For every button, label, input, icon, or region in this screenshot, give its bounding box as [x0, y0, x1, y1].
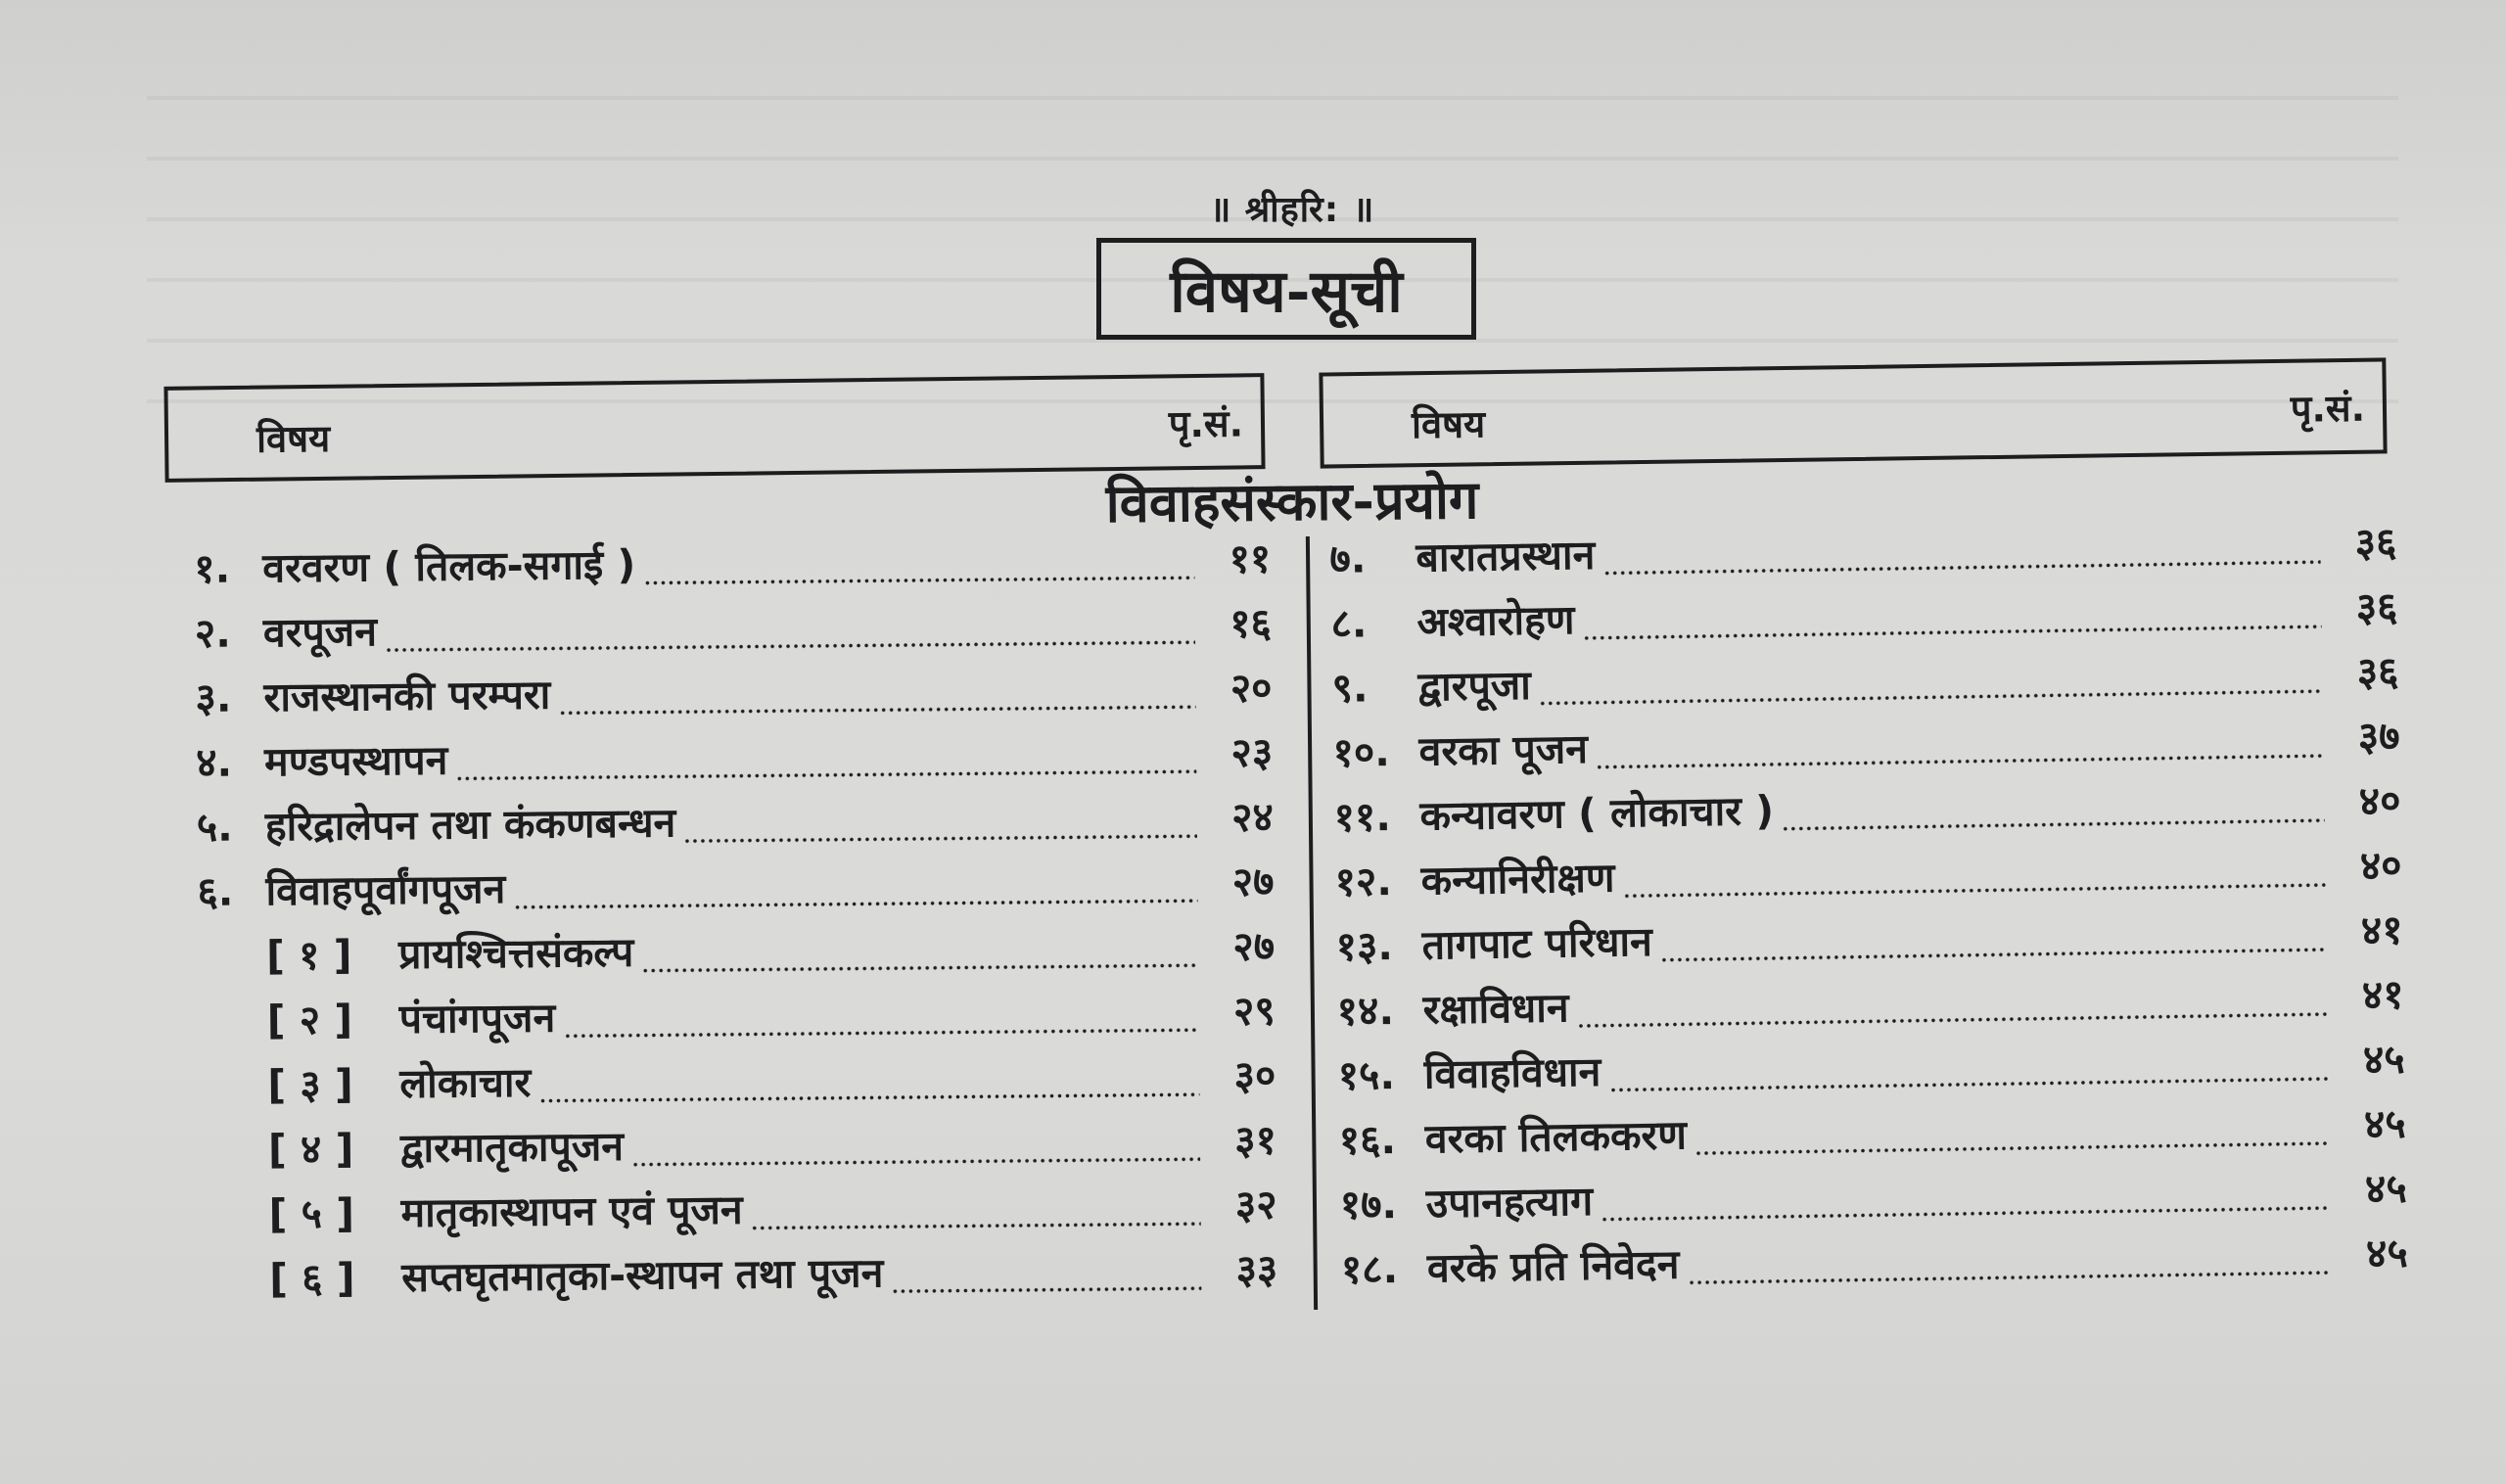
leader-dots: [385, 640, 1195, 652]
entry-number: १६.: [1338, 1116, 1397, 1164]
toc-entry: [196, 723, 1274, 799]
section-title: विवाहसंस्कार-प्रयोग: [1105, 468, 1479, 534]
entry-page-number: २३: [1230, 728, 1274, 776]
entry-title: वरपूजन: [262, 608, 378, 657]
entry-title: अश्वारोहण: [1416, 596, 1575, 646]
leader-dots: [1583, 625, 2322, 640]
entry-number: [ ५ ]: [268, 1189, 355, 1238]
entry-title: पंचांगपूजन: [398, 994, 556, 1043]
invocation: ॥ श्रीहरि: ॥: [1209, 190, 1375, 230]
entry-title: वरवरण ( तिलक-सगाई ): [262, 540, 636, 592]
left-header-subject: विषय: [255, 416, 331, 461]
leader-dots: [683, 834, 1197, 843]
leader-dots: [1596, 754, 2324, 769]
leader-dots: [751, 1222, 1201, 1229]
leader-dots: [1603, 560, 2321, 576]
right-column-header: [1319, 357, 2387, 468]
entry-number: २.: [194, 609, 232, 657]
right-toc-column: [1329, 514, 2408, 1306]
leader-dots: [1688, 1271, 2332, 1284]
entry-page-number: २०: [1230, 664, 1273, 712]
entry-title: सप्तघृतमातृका-स्थापन तथा पूजन: [401, 1249, 884, 1301]
entry-number: १८.: [1340, 1244, 1399, 1293]
entry-title: तागपाट परिधान: [1421, 917, 1653, 969]
entry-title: रक्षाविधान: [1422, 984, 1569, 1034]
left-header-page: पृ.सं.: [1168, 401, 1244, 446]
toc-subentry: [198, 982, 1276, 1057]
entry-title: लोकाचार: [399, 1058, 532, 1108]
entry-title: मण्डपस्थापन: [263, 736, 448, 786]
leader-dots: [892, 1286, 1202, 1293]
leader-dots: [631, 1157, 1200, 1167]
entry-page-number: २९: [1232, 987, 1276, 1035]
entry-title: विवाहपूर्वांगपूजन: [265, 864, 506, 915]
entry-title: वरका तिलककरण: [1424, 1111, 1688, 1163]
left-toc-column: [194, 530, 1278, 1316]
entry-number: १५.: [1337, 1051, 1396, 1099]
page-title-text: विषय-सूची: [1170, 257, 1403, 326]
entry-number: ५.: [196, 803, 233, 851]
leader-dots: [1782, 818, 2325, 831]
entry-title: द्वारपूजा: [1417, 661, 1532, 711]
entry-page-number: ४१: [2360, 905, 2403, 954]
entry-page-number: २४: [1230, 793, 1274, 841]
page-title: [1096, 238, 1476, 340]
leader-dots: [1601, 1206, 2331, 1222]
leader-dots: [1539, 689, 2323, 706]
entry-page-number: ३६: [2356, 647, 2399, 696]
entry-page-number: ३२: [1234, 1181, 1277, 1229]
entry-page-number: ४५: [2363, 1099, 2407, 1148]
entry-page-number: ३१: [1234, 1116, 1277, 1164]
entry-page-number: २७: [1232, 922, 1276, 970]
entry-page-number: ३३: [1235, 1245, 1278, 1293]
entry-number: ७.: [1329, 534, 1367, 582]
entry-title: प्रायश्चित्तसंकल्प: [397, 928, 634, 979]
entry-page-number: ११: [1229, 534, 1272, 582]
leader-dots: [456, 769, 1197, 780]
leader-dots: [1623, 883, 2326, 898]
entry-number: ८.: [1330, 599, 1368, 647]
entry-page-number: ३०: [1233, 1051, 1276, 1099]
entry-number: ४.: [195, 738, 233, 786]
entry-title: राजस्थानकी परम्परा: [263, 671, 551, 721]
entry-title: विवाहविधान: [1423, 1047, 1601, 1098]
leader-dots: [641, 963, 1198, 972]
entry-title: उपानहत्याग: [1425, 1177, 1594, 1228]
leader-dots: [1660, 948, 2327, 962]
entry-page-number: ४५: [2364, 1164, 2408, 1213]
entry-number: १२.: [1334, 858, 1393, 905]
toc-subentry: [199, 1046, 1276, 1122]
entry-title: कन्यानिरीक्षण: [1420, 854, 1615, 904]
entry-page-number: २७: [1231, 858, 1275, 905]
entry-number: ६.: [197, 867, 234, 915]
leader-dots: [563, 1028, 1199, 1038]
entry-page-number: १६: [1229, 599, 1273, 647]
toc-entry: [197, 788, 1275, 863]
toc-subentry: [200, 1111, 1277, 1186]
entry-page-number: ४५: [2362, 1035, 2405, 1084]
entry-number: १७.: [1339, 1181, 1398, 1229]
right-header-subject: विषय: [1411, 402, 1486, 447]
entry-page-number: ४१: [2361, 970, 2404, 1019]
column-divider: [1306, 536, 1318, 1310]
entry-page-number: ४०: [2359, 841, 2402, 890]
leader-dots: [558, 705, 1195, 715]
toc-entry: [194, 530, 1272, 605]
leader-dots: [1609, 1077, 2329, 1092]
entry-page-number: ३६: [2355, 582, 2398, 631]
leader-dots: [1577, 1012, 2328, 1028]
leader-dots: [513, 899, 1197, 909]
entry-page-number: ४५: [2365, 1229, 2409, 1277]
entry-number: [ १ ]: [265, 931, 352, 980]
entry-number: ३.: [195, 673, 232, 721]
entry-title: बारातप्रस्थान: [1415, 531, 1596, 581]
toc-entry: [197, 853, 1275, 928]
entry-page-number: ३७: [2357, 712, 2400, 761]
entry-number: [ ६ ]: [269, 1254, 355, 1303]
entry-page-number: ३६: [2354, 518, 2397, 567]
entry-page-number: ४०: [2358, 776, 2401, 825]
entry-number: [ ४ ]: [267, 1125, 354, 1174]
toc-subentry: [198, 917, 1276, 993]
entry-number: १०.: [1332, 728, 1391, 776]
toc-subentry: [200, 1176, 1277, 1251]
entry-title: वरका पूजन: [1418, 724, 1589, 775]
entry-number: ९.: [1331, 664, 1369, 712]
entry-number: [ २ ]: [266, 996, 353, 1044]
entry-number: १३.: [1335, 922, 1394, 970]
entry-title: द्वारमातृकापूजन: [399, 1122, 625, 1173]
toc-entry: [195, 594, 1273, 670]
entry-title: वरके प्रति निवेदन: [1426, 1240, 1680, 1292]
toc-subentry: [201, 1240, 1278, 1316]
entry-title: कन्यावरण ( लोकाचार ): [1419, 786, 1775, 840]
entry-number: [ ३ ]: [267, 1060, 353, 1109]
entry-number: १.: [194, 544, 231, 592]
leader-dots: [643, 576, 1194, 584]
entry-number: १४.: [1336, 987, 1395, 1035]
entry-title: मातृकास्थापन एवं पूजन: [400, 1185, 743, 1236]
leader-dots: [538, 1092, 1199, 1102]
entry-title: हरिद्रालेपन तथा कंकणबन्धन: [264, 799, 676, 851]
leader-dots: [1694, 1141, 2330, 1155]
entry-number: ११.: [1333, 793, 1392, 841]
toc-entry: [195, 659, 1273, 734]
right-header-page: पृ.सं.: [2290, 386, 2366, 431]
